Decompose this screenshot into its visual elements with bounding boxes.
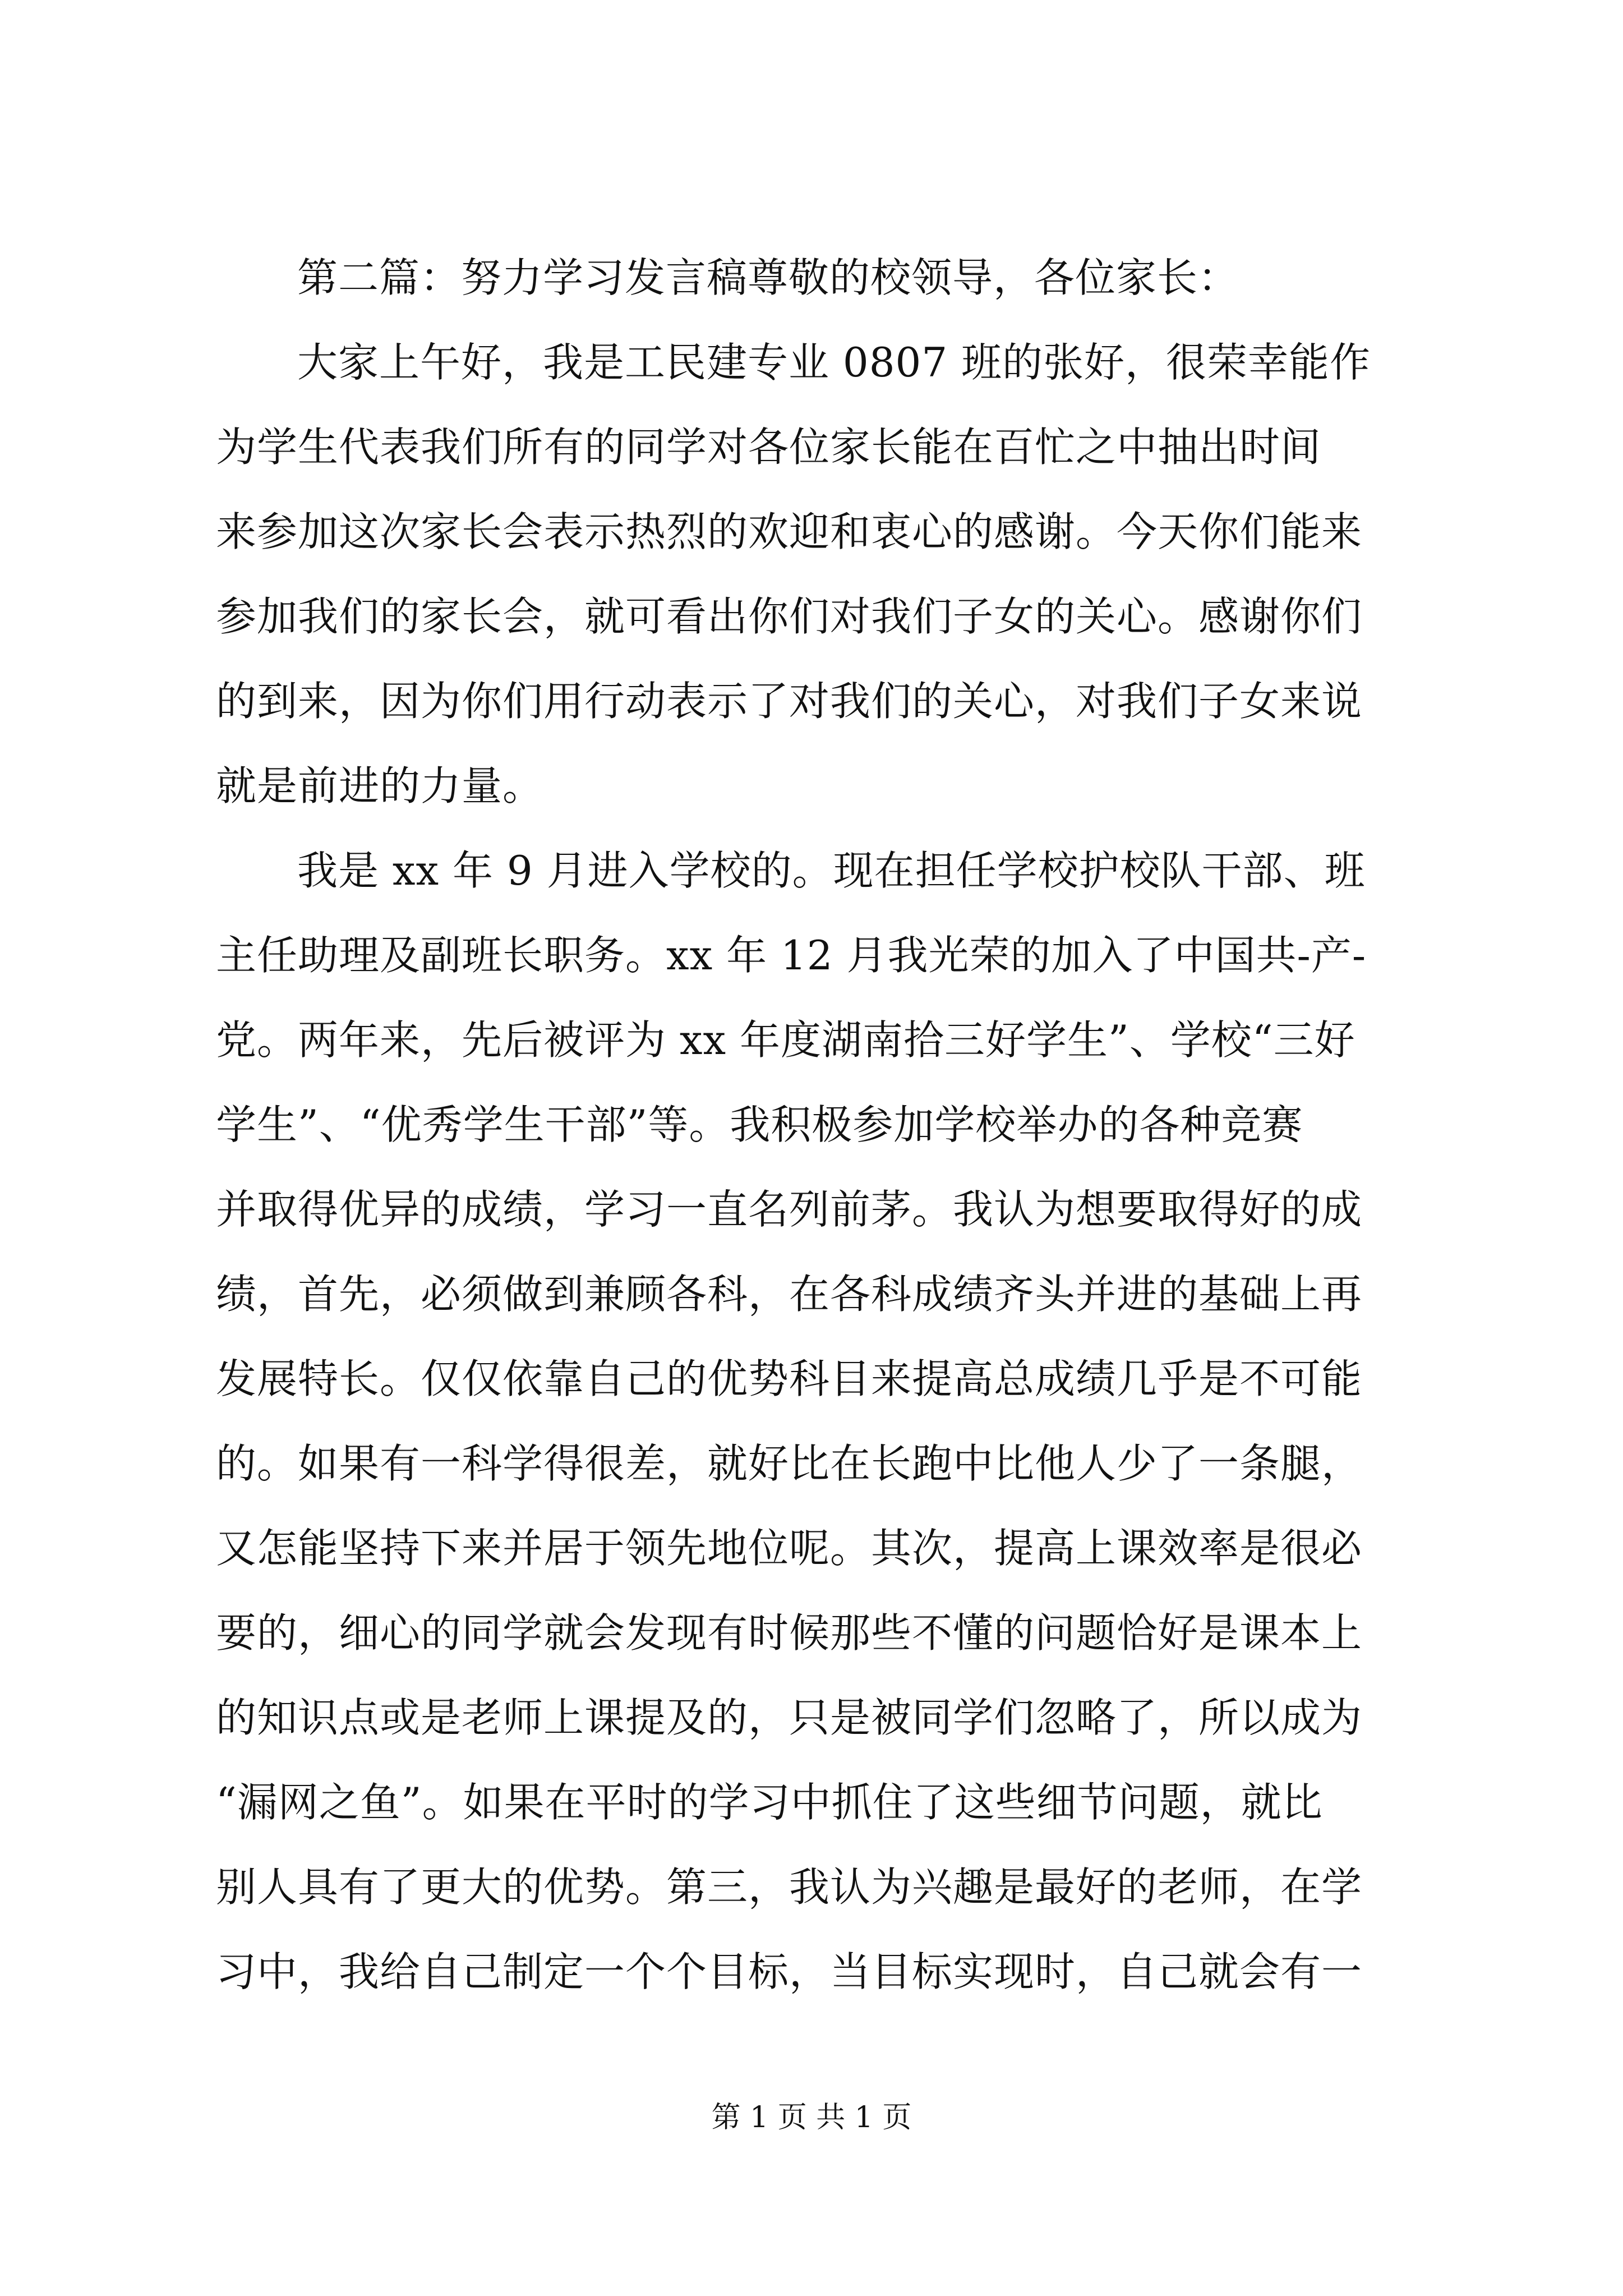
paragraph-2-line-2: 主任助理及副班长职务。xx 年 12 月我光荣的加入了中国共-产- [216,932,1367,979]
paragraph-2-line-7: 发展特长。仅仅依靠自己的优势科目来提高总成绩几乎是不可能 [216,1355,1363,1402]
paragraph-2-line-14: 习中，我给自己制定一个个目标，当目标实现时，自己就会有一 [216,1948,1363,1995]
paragraph-2-line-6: 绩，首先，必须做到兼顾各科，在各科成绩齐头并进的基础上再 [216,1271,1363,1318]
paragraph-2-line-12: “漏网之鱼”。如果在平时的学习中抓住了这些细节问题，就比 [216,1779,1323,1826]
paragraph-2-line-9: 又怎能坚持下来并居于领先地位呢。其次，提高上课效率是很必 [216,1525,1363,1572]
document-body [216,236,1416,2014]
paragraph-2-line-1: 我是 xx 年 9 月进入学校的。现在担任学校护校队干部、班 [297,847,1366,894]
paragraph-1-line-4: 参加我们的家长会，就可看出你们对我们子女的关心。感谢你们 [216,593,1363,640]
paragraph-1-line-5: 的到来，因为你们用行动表示了对我们的关心，对我们子女来说 [216,678,1363,725]
page-footer [0,2098,1623,2137]
paragraph-2-line-10: 要的，细心的同学就会发现有时候那些不懂的问题恰好是课本上 [216,1609,1363,1657]
paragraph-2-line-8: 的。如果有一科学得很差，就好比在长跑中比他人少了一条腿， [216,1440,1363,1487]
paragraph-1-line-3: 来参加这次家长会表示热烈的欢迎和衷心的感谢。今天你们能来 [216,508,1363,555]
document-title-line: 第二篇：努力学习发言稿尊敬的校领导，各位家长： [297,254,1239,301]
paragraph-2-line-13: 别人具有了更大的优势。第三，我认为兴趣是最好的老师，在学 [216,1864,1363,1911]
paragraph-2-line-11: 的知识点或是老师上课提及的，只是被同学们忽略了，所以成为 [216,1694,1363,1741]
paragraph-1-line-6: 就是前进的力量。 [216,762,544,809]
paragraph-2-line-4: 学生”、“优秀学生干部”等。我积极参加学校举办的各种竞赛 [216,1101,1303,1148]
paragraph-1-line-2: 为学生代表我们所有的同学对各位家长能在百忙之中抽出时间 [216,424,1322,471]
paragraph-2-line-5: 并取得优异的成绩，学习一直名列前茅。我认为想要取得好的成 [216,1186,1363,1233]
paragraph-1-line-1: 大家上午好，我是工民建专业 0807 班的张好，很荣幸能作 [297,339,1371,386]
page-number-label: 第 1 页 共 1 页 [711,2101,912,2134]
paragraph-2-line-3: 党。两年来，先后被评为 xx 年度湖南拾三好学生”、学校“三好 [216,1016,1355,1064]
